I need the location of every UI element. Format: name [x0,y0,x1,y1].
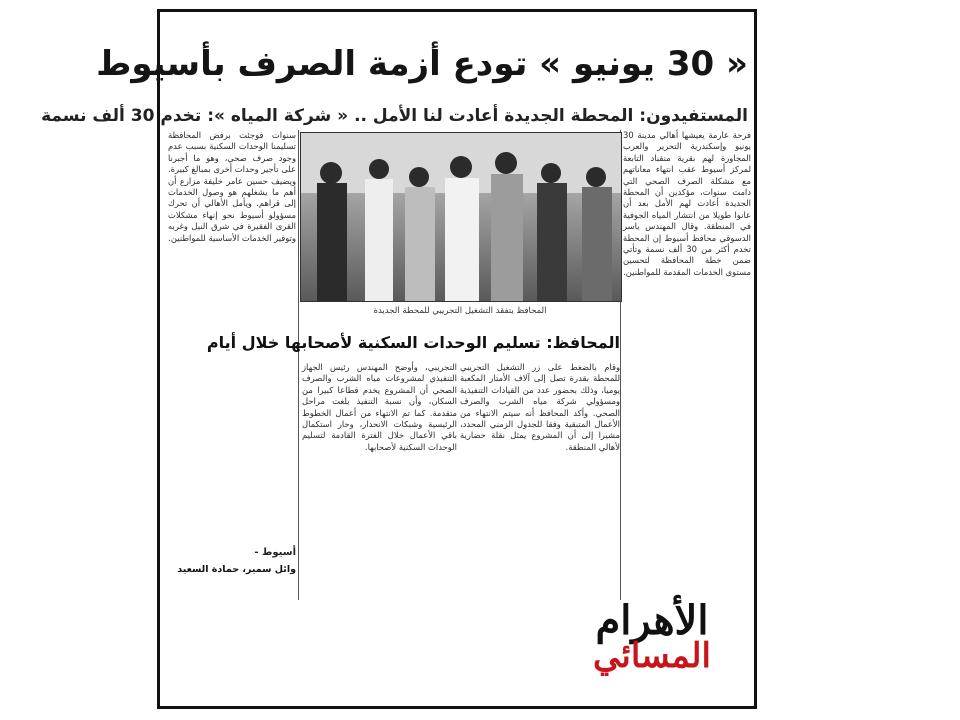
photo-illustration [301,133,621,301]
article-column-middle-left: التجريبي، وأوضح المهندس رئيس الجهاز التنفيذي لمشروعات مياه الشرب والصرف الصحي أن المشروع يخدم قطاعا كبيرا من السكان، وأن نسبة التنفيذ بلغت مراحل متقدمة. كما تم الانتهاء من أعمال الخطوط الرئيسية وشبكات الانحدار، وجار استكمال باقي الأعمال خلال الفترة القادمة لتسليم الوحدات السكنية لأصحابها. [302,362,457,452]
byline-authors: وائل سمير، حمادة السعيد [177,564,296,575]
headline: « 30 يونيو » تودع أزمة الصرف بأسيوط [96,44,748,84]
article-column-right: فرحة عارمة يعيشها أهالي مدينة 30 يونيو وإسكندرية التحرير والعرب المجاورة لهم بقرية منقباد التابعة لمركز أسيوط عقب انتهاء معاناتهم مع مشكلة الصرف الصحي التي دامت سنوات، مؤكدين أن المحطة الجديدة أعادت لهم الأمل بعد أن عانوا طويلا من انتشار المياه الجوفية في المنطقة. وقال المهندس ياسر الدسوقي محافظ أسيوط إن المحطة تخدم أكثر من 30 ألف نسمة وتأتي ضمن خطة المحافظة لتحسين مستوى الخدمات المقدمة للمواطنين. [623,130,751,277]
article-column-left: سنوات فوجئت برفض المحافظة تسليمنا الوحدات السكنية بسبب عدم وجود صرف صحي، وهو ما أجبرنا على تأجير وحدات أخرى بمبالغ كبيرة. ويضيف حسين عامر خليفة مزارع أن أهم ما يشغلهم هو وصول الخدمات إلى قراهم. ويأمل الأهالي أن تحرك مسؤولو أسيوط نحو إنهاء مشكلات القرى الفقيرة في شرق النيل وغربه وتوفير الخدمات الأساسية للمواطنين. [168,130,296,243]
photo-caption: المحافظ يتفقد التشغيل التجريبي للمحطة الجديدة [373,306,547,316]
column-rule [298,130,299,600]
newspaper-clipping [41,9,757,709]
news-photo [300,132,622,302]
byline-location: أسيوط - [254,547,296,558]
newspaper-logo [552,598,752,698]
section-headline: المحافظ: تسليم الوحدات السكنية لأصحابها خلال أيام [206,333,620,352]
logo-line-1: الأهرام [595,597,709,644]
logo-line-2: المسائي [593,636,711,676]
subheadline: المستفيدون: المحطة الجديدة أعادت لنا الأمل .. « شركة المياه »: تخدم 30 ألف نسمة [41,106,748,126]
article-column-middle-right: وقام بالضغط على زر التشغيل التجريبي للمحطة بقدرة تصل إلى آلاف الأمتار المكعبة يوميا، وذلك بحضور عدد من القيادات التنفيذية ومسؤولي شركة مياه الشرب والصرف الصحي. وأكد المحافظ أنه سيتم الانتهاء من الأعمال المتبقية وفقا للجدول الزمني المحدد، مشيرا إلى أن المشروع يمثل نقلة حضارية لأهالي المنطقة. [460,362,620,452]
